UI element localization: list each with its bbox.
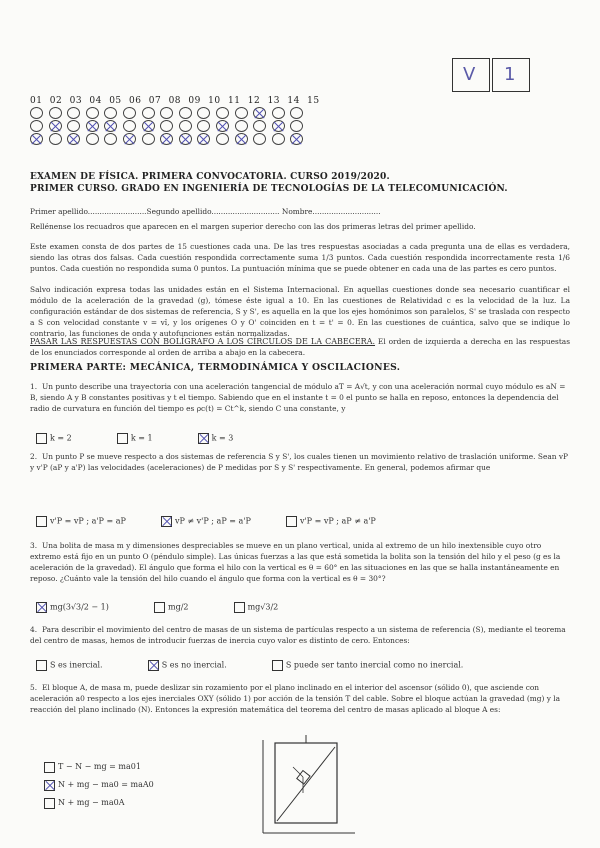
answer-bubble[interactable]: [142, 133, 155, 145]
answer-bubble[interactable]: [179, 107, 192, 119]
q5-option-b-checkbox[interactable]: [44, 780, 55, 791]
question-3: 3. Una bolita de masa m y dimensiones despreciables se mueve en un plano vertical, unida al extremo de un hilo inextensible cuyo otro extremo está fijo en un punto O (péndulo simple). Las únicas fuerzas a las que está sometida la bolita son la tensión del hilo y el peso (g es la aceleración de la gravedad). El ángulo que forma el hilo con la vertical es θ = 60° en las situaciones en las que se halla instantáneamente en reposo. ¿Cuánto vale la tensión del hilo cuando el ángulo que forma con la vertical es θ = 30°?: [30, 541, 561, 583]
exam-subtitle: PRIMER CURSO. GRADO EN INGENIERÍA DE TECNOLOGÍAS DE LA TELECOMUNICACIÓN.: [30, 184, 508, 194]
question-number: 13: [267, 96, 281, 106]
question-3-options[interactable]: mg(3√3/2 − 1) mg/2 mg√3/2: [36, 602, 278, 613]
question-5-text: El bloque A, de masa m, puede deslizar sin rozamiento por el plano inclinado en el interior del ascensor (sólido 0), que asciende con aceleración a0 respecto a los ejes inerciales OXY (sólido 1) por acción de la tensión T del cable. Sobre el bloque actúan la gravedad (mg) y la reacción del plano inclinado (N). Entonces la expresión matemática del teorema del centro de masas aplicado al bloque A es:: [30, 683, 560, 714]
q3-option-c-checkbox[interactable]: [234, 602, 245, 613]
order-note: El orden de izquierda a derecha en las respuestas de los enunciados corresponde al orden de arriba a abajo en la cabecera.: [30, 337, 570, 357]
question-number: 06: [128, 96, 142, 106]
answer-grid[interactable]: [30, 96, 327, 145]
answer-bubble[interactable]: [272, 120, 285, 132]
answer-bubble[interactable]: [104, 107, 117, 119]
answer-bubble[interactable]: [290, 107, 303, 119]
question-2: 2. Un punto P se mueve respecto a dos sistemas de referencia S y S', los cuales tienen un movimiento relativo de traslación uniforme. Sean vP y v'P (aP y a'P) las velocidades (aceleraciones) de P medidas por S y S' respectivamente. En general, podemos afirmar que: [30, 452, 568, 472]
answer-bubble[interactable]: [253, 120, 266, 132]
question-4: 4. Para describir el movimiento del centro de masas de un sistema de partículas respecto a un sistema de referencia (S), mediante el teorema del centro de masas, hemos de introducir fuerzas de inercia cuyo valor es distinto de cero. Entonces:: [30, 625, 566, 645]
question-number: 11: [227, 96, 241, 106]
question-4-options[interactable]: S es inercial. S es no inercial. S puede ser tanto inercial como no inercial.: [36, 660, 463, 671]
question-number: 07: [148, 96, 162, 106]
answer-row: [30, 120, 327, 132]
answer-bubble[interactable]: [30, 107, 43, 119]
question-number: 10: [208, 96, 221, 106]
answer-bubble[interactable]: [272, 133, 285, 145]
question-5-options[interactable]: T − N − mg = ma01 N + mg − ma0 = maA0 N + mg − ma0A: [44, 758, 154, 812]
answer-bubble[interactable]: [160, 120, 173, 132]
question-2-text: Un punto P se mueve respecto a dos sistemas de referencia S y S', los cuales tienen un movimiento relativo de traslación uniforme. Sean vP y v'P (aP y a'P) las velocidades (aceleraciones) de P medidas por S y S' respectivamente. En general, podemos afirmar que: [30, 452, 568, 472]
answer-bubble[interactable]: [253, 107, 266, 119]
answer-bubble[interactable]: [104, 133, 117, 145]
version-letter-1: V: [463, 64, 476, 85]
section-title: PRIMERA PARTE: MECÁNICA, TERMODINÁMICA Y OSCILACIONES.: [30, 362, 401, 373]
q2-option-c-checkbox[interactable]: [286, 516, 297, 527]
answer-bubble[interactable]: [216, 120, 229, 132]
q5-option-c-checkbox[interactable]: [44, 798, 55, 809]
q3-option-b-checkbox[interactable]: [154, 602, 165, 613]
answer-bubble[interactable]: [160, 133, 173, 145]
answer-bubble[interactable]: [104, 120, 117, 132]
question-number: 08: [168, 96, 182, 106]
question-number: 05: [109, 96, 122, 106]
answer-bubble[interactable]: [123, 133, 136, 145]
q3-option-a-checkbox[interactable]: [36, 602, 47, 613]
question-1-text: Un punto describe una trayectoria con una aceleración tangencial de módulo aT = A√t, y con una aceleración normal cuyo módulo es aN = B, siendo A y B constantes positivas y t el tiempo. Sabiendo que en el instante t = 0 el punto se halla en reposo, entonces la dependencia del radio de curvatura en función del tiempo es ρc(t) = Ct^k, siendo C una constante, y: [30, 382, 566, 413]
question-1: 1. Un punto describe una trayectoria con una aceleración tangencial de módulo aT = A√t, y con una aceleración normal cuyo módulo es aN = B, siendo A y B constantes positivas y t el tiempo. Sabiendo que en el instante t = 0 el punto se halla en reposo, entonces la dependencia del radio de curvatura en función del tiempo es ρc(t) = Ct^k, siendo C una constante, y: [30, 382, 566, 413]
answer-bubble[interactable]: [123, 107, 136, 119]
question-number: 09: [188, 96, 201, 106]
answer-bubble[interactable]: [179, 133, 192, 145]
question-2-options[interactable]: v'P = vP ; a'P = aP vP ≠ v'P ; aP = a'P v'P = vP ; aP ≠ a'P: [36, 516, 376, 527]
answer-bubble[interactable]: [235, 133, 248, 145]
question-4-text: Para describir el movimiento del centro de masas de un sistema de partículas respecto a un sistema de referencia (S), mediante el teorema del centro de masas, hemos de introducir fuerzas de inercia cuyo valor es distinto de cero. Entonces:: [30, 625, 566, 645]
answer-bubble[interactable]: [30, 133, 43, 145]
answer-bubble[interactable]: [49, 133, 62, 145]
answer-bubble[interactable]: [216, 107, 229, 119]
question-number: 03: [69, 96, 83, 106]
question-number: 14: [287, 96, 300, 106]
question-1-options[interactable]: k = 2 k = 1 k = 3: [36, 433, 233, 444]
answer-bubble[interactable]: [179, 120, 192, 132]
answer-row: [30, 107, 327, 119]
answer-bubble[interactable]: [86, 107, 99, 119]
answer-bubble[interactable]: [49, 120, 62, 132]
answer-bubble[interactable]: [142, 120, 155, 132]
question-3-text: Una bolita de masa m y dimensiones despreciables se mueve en un plano vertical, unida al extremo de un hilo inextensible cuyo otro extremo está fijo en un punto O (péndulo simple). Las únicas fuerzas a las que está sometida la bolita son la tensión del hilo y el peso (g es la aceleración de la gravedad). El ángulo que forma el hilo con la vertical es θ = 60° en las situaciones en las que se halla instantáneamente en reposo. ¿Cuánto vale la tensión del hilo cuando el ángulo que forma con la vertical es θ = 30°?: [30, 541, 561, 583]
answer-bubble[interactable]: [86, 120, 99, 132]
q1-option-b-checkbox[interactable]: [117, 433, 128, 444]
answer-row: [30, 133, 327, 145]
answer-bubble[interactable]: [290, 133, 303, 145]
elevator-diagram: [255, 735, 365, 840]
name-fields[interactable]: Primer apellido.........................Segundo apellido............................. Nombre.............................: [30, 207, 381, 216]
answer-bubble[interactable]: [49, 107, 62, 119]
pasar-note: PASAR LAS RESPUESTAS CON BOLÍGRAFO A LOS CÍRCULOS DE LA CABECERA.: [30, 337, 376, 346]
q4-option-c-checkbox[interactable]: [272, 660, 283, 671]
q2-option-a-checkbox[interactable]: [36, 516, 47, 527]
answer-bubble[interactable]: [67, 120, 80, 132]
answer-bubble[interactable]: [290, 120, 303, 132]
exam-title: EXAMEN DE FÍSICA. PRIMERA CONVOCATORIA. CURSO 2019/2020.: [30, 172, 390, 182]
version-letter-2: 1: [504, 64, 516, 85]
answer-bubble[interactable]: [235, 107, 248, 119]
answer-bubble[interactable]: [197, 133, 210, 145]
answer-bubble[interactable]: [253, 133, 266, 145]
answer-bubble[interactable]: [67, 107, 80, 119]
question-number: 12: [247, 96, 261, 106]
q4-option-a-checkbox[interactable]: [36, 660, 47, 671]
q1-option-c-checkbox[interactable]: [198, 433, 209, 444]
answer-bubble[interactable]: [142, 107, 155, 119]
q2-option-b-checkbox[interactable]: [161, 516, 172, 527]
paragraph-units: Salvo indicación expresa todas las unidades están en el Sistema Internacional. En aquellas cuestiones donde sea necesario cuantificar el módulo de la aceleración de la gravedad (g), tómese éste igual a 10. En las cuestiones de Relatividad c es la velocidad de la luz. La configuración estándar de dos sistemas de referencia, S y S', es aquella en la que los ejes homónimos son paralelos, S' se traslada con respecto a S con velocidad constante v = vî, y los orígenes O y O' coinciden en t = t' = 0. En las cuestiones de cuántica, salvo que se indique lo contrario, las funciones de onda y autofunciones están normalizadas.: [30, 285, 570, 338]
instructions: Rellénense los recuadros que aparecen en el margen superior derecho con las dos primeras letras del primer apellido.: [30, 222, 476, 231]
question-5: 5. El bloque A, de masa m, puede deslizar sin rozamiento por el plano inclinado en el interior del ascensor (sólido 0), que asciende con aceleración a0 respecto a los ejes inerciales OXY (sólido 1) por acción de la tensión T del cable. Sobre el bloque actúan la gravedad (mg) y la reacción del plano inclinado (N). Entonces la expresión matemática del teorema del centro de masas aplicado al bloque A es:: [30, 683, 560, 714]
answer-bubble[interactable]: [123, 120, 136, 132]
answer-bubble[interactable]: [86, 133, 99, 145]
answer-bubble[interactable]: [272, 107, 285, 119]
q4-option-b-checkbox[interactable]: [148, 660, 159, 671]
answer-bubble[interactable]: [30, 120, 43, 132]
q5-option-a-checkbox[interactable]: [44, 762, 55, 773]
question-number: 02: [49, 96, 63, 106]
answer-bubble[interactable]: [160, 107, 173, 119]
paragraph-scoring: Este examen consta de dos partes de 15 cuestiones cada una. De las tres respuestas asociadas a cada pregunta una de ellas es verdadera, siendo las otras dos falsas. Cada cuestión respondida correctamente suma 1/3 puntos. Cada cuestión respondida incorrectamente resta 1/6 puntos. Cada cuestión no respondida suma 0 puntos. La puntuación mínima que se puede obtener en cada una de las partes es cero puntos.: [30, 242, 570, 273]
q1-option-a-checkbox[interactable]: [36, 433, 47, 444]
answer-bubble[interactable]: [67, 133, 80, 145]
answer-bubble[interactable]: [216, 133, 229, 145]
paragraph-instructions-bold: [30, 336, 570, 358]
answer-bubble[interactable]: [197, 120, 210, 132]
question-number: 01: [30, 96, 43, 106]
answer-bubble[interactable]: [235, 120, 248, 132]
question-number: 15: [307, 96, 320, 106]
answer-bubble[interactable]: [197, 107, 210, 119]
question-numbers: [30, 96, 327, 106]
question-number: 04: [89, 96, 102, 106]
